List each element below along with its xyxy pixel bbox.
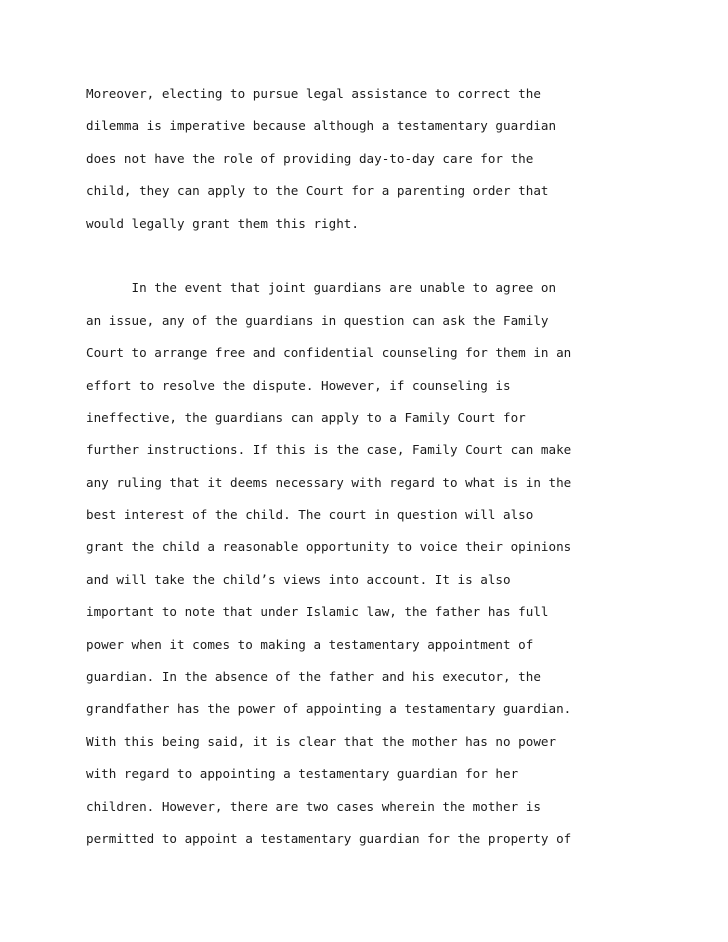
text-line: dilemma is imperative because although a testamentary guardian [86, 118, 557, 134]
text-line: With this being said, it is clear that the mother has no power [86, 733, 557, 749]
text-line: and will take the child’s views into account. It is also [86, 571, 511, 587]
text-line: In the event that joint guardians are unable to agree on [86, 280, 557, 296]
text-line: permitted to appoint a testamentary guardian for the property of [86, 830, 572, 846]
text-line: with regard to appointing a testamentary guardian for her [86, 766, 519, 782]
paragraph-2 [86, 275, 646, 858]
text-line: power when it comes to making a testamentary appointment of [86, 636, 534, 652]
paragraph-1 [86, 81, 646, 243]
text-line: children. However, there are two cases wherein the mother is [86, 798, 541, 814]
text-line: would legally grant them this right. [86, 215, 359, 231]
text-line: further instructions. If this is the case, Family Court can make [86, 442, 572, 458]
text-line: an issue, any of the guardians in question can ask the Family [86, 312, 549, 328]
text-line: does not have the role of providing day-to-day care for the [86, 150, 534, 166]
text-line: guardian. In the absence of the father and his executor, the [86, 669, 541, 685]
text-line: grant the child a reasonable opportunity to voice their opinions [86, 539, 572, 555]
text-line: any ruling that it deems necessary with regard to what is in the [86, 474, 572, 490]
text-line: ineffective, the guardians can apply to a Family Court for [86, 409, 526, 425]
text-line: Court to arrange free and confidential counseling for them in an [86, 345, 572, 361]
text-line: child, they can apply to the Court for a parenting order that [86, 183, 549, 199]
text-line: Moreover, electing to pursue legal assistance to correct the [86, 86, 541, 101]
text-line: best interest of the child. The court in question will also [86, 507, 534, 523]
text-line: effort to resolve the dispute. However, if counseling is [86, 377, 511, 393]
document-body [86, 81, 646, 858]
text-line: grandfather has the power of appointing a testamentary guardian. [86, 701, 572, 717]
paragraph-spacer [86, 243, 646, 275]
text-line: important to note that under Islamic law, the father has full [86, 604, 549, 620]
